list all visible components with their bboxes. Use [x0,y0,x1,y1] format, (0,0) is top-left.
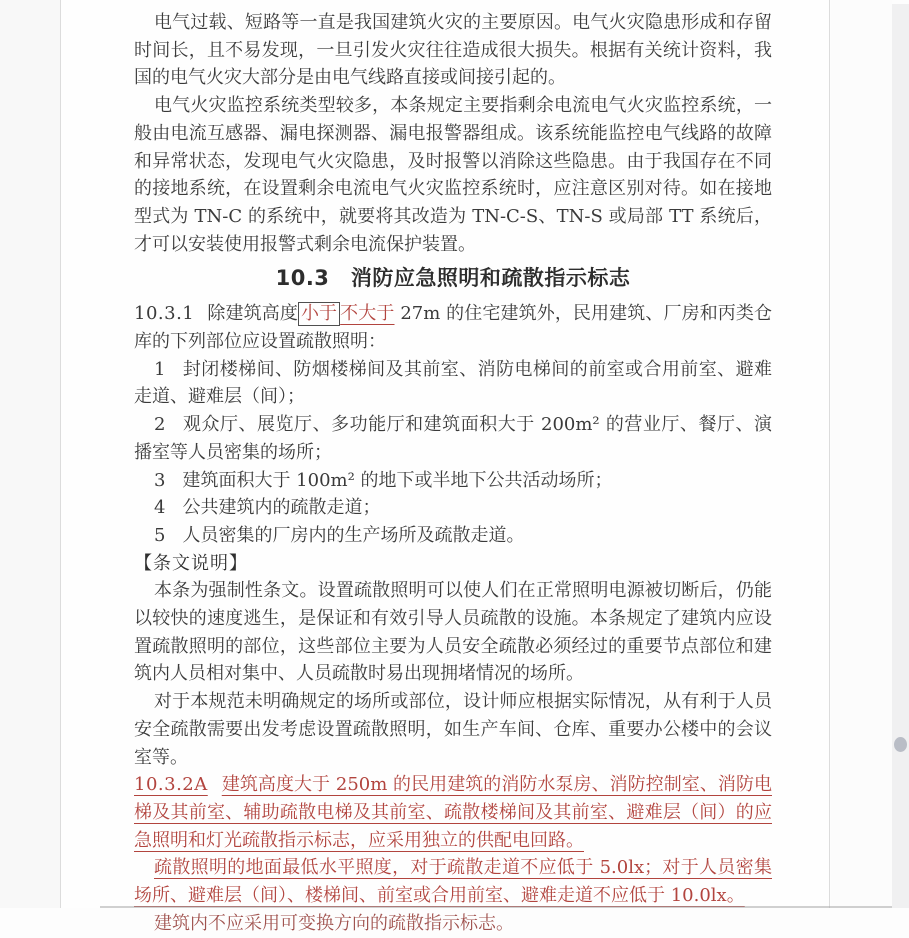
revision-illuminance-paragraph: 疏散照明的地面最低水平照度，对于疏散走道不应低于 5.0lx；对于人员密集场所、避难层（间）、楼梯间、前室或合用前室、避难走道不应低于 10.0lx。 [134,857,772,907]
clause-text-before: 除建筑高度 [207,303,298,325]
clause-text-after: 27m 的住宅建筑外，民用建筑、厂房和丙类仓库的下列部位应设置疏散照明： [134,303,773,353]
list-item-number: 4 [154,497,166,519]
list-item-5 [134,522,772,550]
revision-sign-direction-paragraph: 建筑内不应采用可变换方向的疏散指示标志。 [154,912,514,934]
page-left-margin [0,0,61,908]
clause-10-3-1 [134,300,772,355]
revision-clause-10-3-2A [134,771,772,854]
list-item-text: 人员密集的厂房内的生产场所及疏散走道。 [182,524,525,546]
paragraph-electrical-fire-causes: 电气过载、短路等一直是我国建筑火灾的主要原因。电气火灾隐患形成和存留时间长，且不易发现，一旦引发火灾往往造成很大损失。根据有关统计资料，我国的电气火灾大部分是由电气线路直接或间接引起的。 [134,12,772,89]
list-item-number: 2 [154,414,166,436]
bottom-edge-divider [100,906,892,908]
scrollbar-track[interactable] [892,4,909,908]
page-right-margin [831,0,892,908]
list-item-3 [134,467,772,495]
list-item-text: 公共建筑内的疏散走道； [182,497,381,519]
revision-clause-text: 建筑高度大于 250m 的民用建筑的消防水泵房、消防控制室、消防电梯及其前室、辅助疏散电梯及其前室、疏散楼梯间及其前室、避难层（间）的应急照明和灯光疏散指示标志，应采用独立的供配电回路。 [134,774,772,851]
page-content [134,0,772,938]
commentary-paragraph-2: 对于本规范未明确规定的场所或部位，设计师应根据实际情况，从有利于人员安全疏散需要出发考虑设置疏散照明，如生产车间、仓库、重要办公楼中的会议室等。 [134,691,772,768]
scrollbar-thumb[interactable] [894,737,907,752]
list-item-text: 封闭楼梯间、防烟楼梯间及其前室、消防电梯间的前室或合用前室、避难走道、避难层（间）； [134,358,772,408]
list-item-1 [134,356,772,411]
list-item-number: 5 [154,524,166,546]
list-item-number: 1 [154,358,166,380]
paragraph-monitoring-system: 电气火灾监控系统类型较多，本条规定主要指剩余电流电气火灾监控系统，一般由电流互感器、漏电探测器、漏电报警器组成。该系统能监控电气线路的故障和异常状态，发现电气火灾隐患，及时报警以消除这些隐患。由于我国存在不同的接地系统，在设置剩余电流电气火灾监控系统时，应注意区别对待。如在接地型式为 TN-C 的系统中，就要将其改造为 TN-C-S、TN-S 或局部 TT 系统后，才可以安装使用报警式剩余电流保护装置。 [134,95,772,255]
commentary-paragraph-1: 本条为强制性条文。设置疏散照明可以使人们在正常照明电源被切断后，仍能以较快的速度逃生，是保证和有效引导人员疏散的设施。本条规定了建筑内应设置疏散照明的部位，这些部位主要为人员安全疏散必须经过的重要节点部位和建筑内人员相对集中、人员疏散时易出现拥堵情况的场所。 [134,580,772,685]
commentary-label: 【条文说明】 [134,552,248,574]
list-item-4 [134,494,772,522]
section-heading-10-3: 10.3 消防应急照明和疏散指示标志 [275,266,631,291]
deleted-text-marker: 小于 [298,302,340,326]
inserted-text-marker: 不大于 [340,303,395,325]
revision-clause-number: 10.3.2A [134,774,208,796]
list-item-number: 3 [154,469,166,491]
clause-number: 10.3.1 [134,303,195,325]
list-item-text: 建筑面积大于 100m² 的地下或半地下公共活动场所； [182,469,613,491]
list-item-2 [134,411,772,466]
document-page [61,0,830,934]
list-item-text: 观众厅、展览厅、多功能厅和建筑面积大于 200m² 的营业厅、餐厅、演播室等人员密集的场所； [134,414,772,463]
